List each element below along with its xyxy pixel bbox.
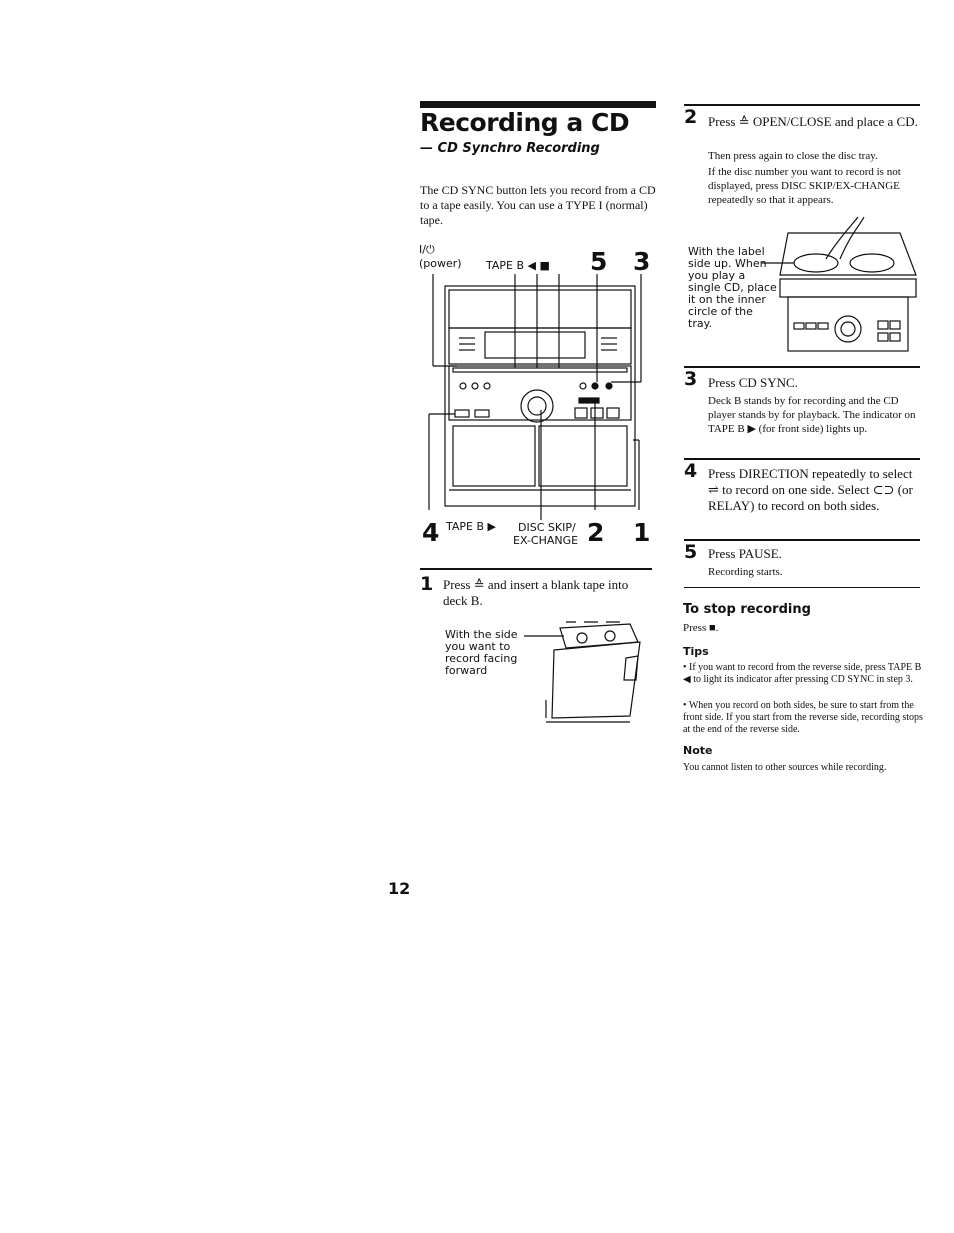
- step1-caption: With the side you want to record facing forward: [445, 628, 518, 677]
- step3-number: 3: [684, 368, 698, 390]
- callout-2: 2: [587, 518, 605, 547]
- power-label: (power): [419, 257, 462, 270]
- tip-item-1: • If you want to record from the reverse side, press TAPE B ◀ to light its indicator after pressing CD SYNC in step 3.: [683, 662, 922, 685]
- note-heading: Note: [683, 744, 713, 757]
- step2-caption: With the label side up. When you play a single CD, place it on the inner circle of the tray.: [688, 245, 777, 330]
- disc-skip-label-line2: EX-CHANGE: [513, 534, 579, 547]
- step4-number: 4: [684, 460, 698, 482]
- stop-heading: To stop recording: [683, 602, 811, 617]
- step3-body: Deck B stands by for recording and the CD player stands by for playback. The indicator on TAPE B ▶ (for front side) lights up.: [708, 395, 916, 435]
- tape-b-fwd-label: TAPE B ▶: [446, 520, 496, 533]
- stereo-system-illustration: [419, 270, 659, 520]
- step3-heading: Press CD SYNC.: [708, 375, 798, 390]
- step1-rule: [420, 568, 652, 570]
- page-subtitle: — CD Synchro Recording: [420, 141, 600, 156]
- page-number: 12: [388, 879, 411, 898]
- step2-body1: Then press again to close the disc tray.: [708, 150, 878, 162]
- step5-body: Recording starts.: [708, 566, 783, 578]
- cd-tray-illustration: [760, 215, 920, 355]
- stop-text: Press ■.: [683, 622, 719, 634]
- step1-heading: Press ≙ and insert a blank tape into deck B.: [443, 577, 629, 608]
- section-rule: [684, 587, 920, 588]
- step5-heading: Press PAUSE.: [708, 546, 782, 561]
- title-bar: [420, 101, 656, 108]
- step2-heading: Press ≙ OPEN/CLOSE and place a CD.: [708, 114, 918, 129]
- power-symbol: I/⏻: [419, 243, 435, 256]
- step1-number: 1: [420, 573, 434, 595]
- step4-heading: Press DIRECTION repeatedly to select ⇌ to record on one side. Select ⊂⊃ (or RELAY) to record on both sides.: [708, 466, 913, 513]
- tips-heading: Tips: [683, 645, 709, 658]
- step5-rule: [684, 539, 920, 541]
- callout-1: 1: [633, 518, 651, 547]
- note-text: You cannot listen to other sources while recording.: [683, 762, 887, 773]
- callout-3: 3: [633, 247, 651, 276]
- callout-5: 5: [590, 247, 608, 276]
- tape-b-rev-label: TAPE B ◀ ■: [486, 259, 550, 272]
- step5-number: 5: [684, 541, 698, 563]
- disc-skip-label-line1: DISC SKIP/: [518, 521, 576, 534]
- step2-rule: [684, 104, 920, 106]
- page-title: Recording a CD: [420, 108, 630, 137]
- intro-text: The CD SYNC button lets you record from a CD to a tape easily. You can use a TYPE I (normal) tape.: [420, 183, 656, 227]
- step3-rule: [684, 366, 920, 368]
- step2-number: 2: [684, 106, 698, 128]
- step2-body2: If the disc number you want to record is not displayed, press DISC SKIP/EX-CHANGE repeatedly so that it appears.: [708, 166, 901, 206]
- step4-rule: [684, 458, 920, 460]
- callout-4: 4: [422, 518, 440, 547]
- tip-item-2: • When you record on both sides, be sure to start from the front side. If you start from the reverse side, recording stops at the end of the reverse side.: [683, 700, 923, 735]
- cassette-illustration: [520, 618, 650, 728]
